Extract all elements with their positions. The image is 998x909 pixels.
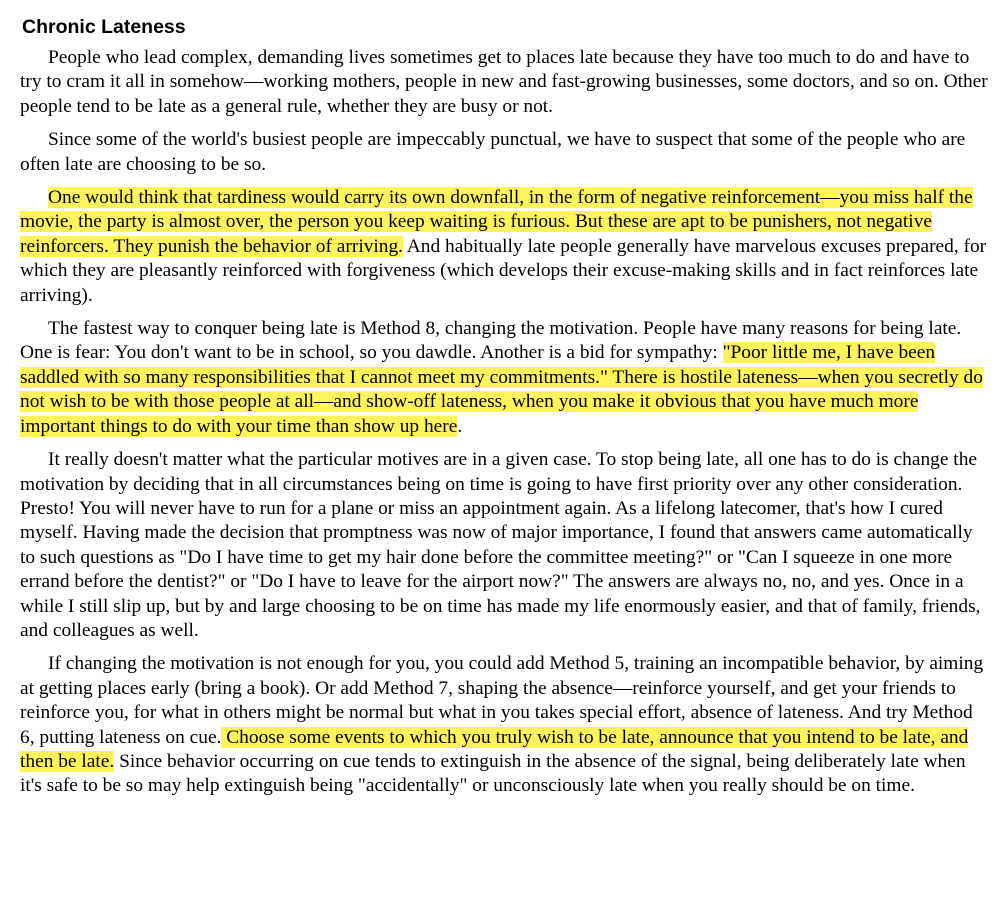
document-title: Chronic Lateness: [22, 16, 186, 38]
paragraph-1: [20, 46, 988, 119]
document-page: [20, 14, 988, 808]
highlighted-text: One would think that tardiness would carry its own downfall, in the form of negative reinforcement—you miss half the movie, the party is almost over, the person you keep waiting is furious. But these are apt to be punishers, not negative reinforcers. They punish the behavior of arriving.: [20, 187, 973, 257]
paragraph-text: Since some of the world's busiest people are impeccably punctual, we have to suspect that some of the people who are often late are choosing to be so.: [20, 129, 966, 175]
paragraph-text: .: [457, 415, 463, 437]
paragraph-text: Since behavior occurring on cue tends to extinguish in the absence of the signal, being deliberately late when it's safe to be so may help extinguish being "accidentally" or unconsciously late when you really should be on time.: [20, 750, 966, 797]
paragraph-text: And habitually late people generally have marvelous excuses prepared, for which they are pleasantly reinforced with forgiveness (which develops their excuse-making skills and in fact reinforces late arriving).: [20, 235, 987, 306]
paragraph-3: [20, 186, 988, 308]
highlighted-text: "Poor little me, I have been saddled with so many responsibilities that I cannot meet my commitments." There is hostile lateness—when you secretly do not wish to be with those people at all—and show-off lateness, when you make it obvious that you have much more important things to do with your time than show up here: [20, 342, 983, 437]
paragraph-4: [20, 317, 988, 439]
paragraph-5: [20, 448, 988, 643]
paragraph-text: It really doesn't matter what the particular motives are in a given case. To stop being late, all one has to do is change the motivation by deciding that in all circumstances being on time is going to have first priority over any other consideration. Presto! You will never have to run for a plane or miss an appointment again. As a lifelong latecomer, that's how I cured myself. Having made the decision that promptness was now of major importance, I found that answers came automatically to such questions as "Do I have time to get my hair done before the committee meeting?" or "Can I squeeze in one more errand before the dentist?" or "Do I have to leave for the airport now?" The answers are always no, no, and yes. Once in a while I still slip up, but by and large choosing to be on time has made my life enormously easier, and that of family, friends, and colleagues as well.: [20, 449, 981, 641]
paragraph-text: People who lead complex, demanding lives sometimes get to places late because they have too much to do and have to try to cram it all in somehow—working mothers, people in new and fast-growing businesses, some doctors, and so on. Other people tend to be late as a general rule, whether they are busy or not.: [20, 47, 988, 117]
paragraph-text: If changing the motivation is not enough for you, you could add Method 5, training an incompatible behavior, by aiming at getting places early (bring a book). Or add Method 7, shaping the absence—reinforce yourself, and get your friends to reinforce you, for what in others might be normal but what in you takes special effort, absence of lateness. And try Method 6, putting lateness on cue.: [20, 653, 984, 748]
paragraph-text: The fastest way to conquer being late is Method 8, changing the motivation. People have many reasons for being late. One is fear: You don't want to be in school, so you dawdle. Another is a bid for sympathy:: [20, 318, 962, 364]
paragraph-6: [20, 652, 988, 798]
highlighted-text: Choose some events to which you truly wish to be late, announce that you intend to be late, and then be late.: [20, 726, 969, 772]
paragraph-2: [20, 128, 988, 177]
